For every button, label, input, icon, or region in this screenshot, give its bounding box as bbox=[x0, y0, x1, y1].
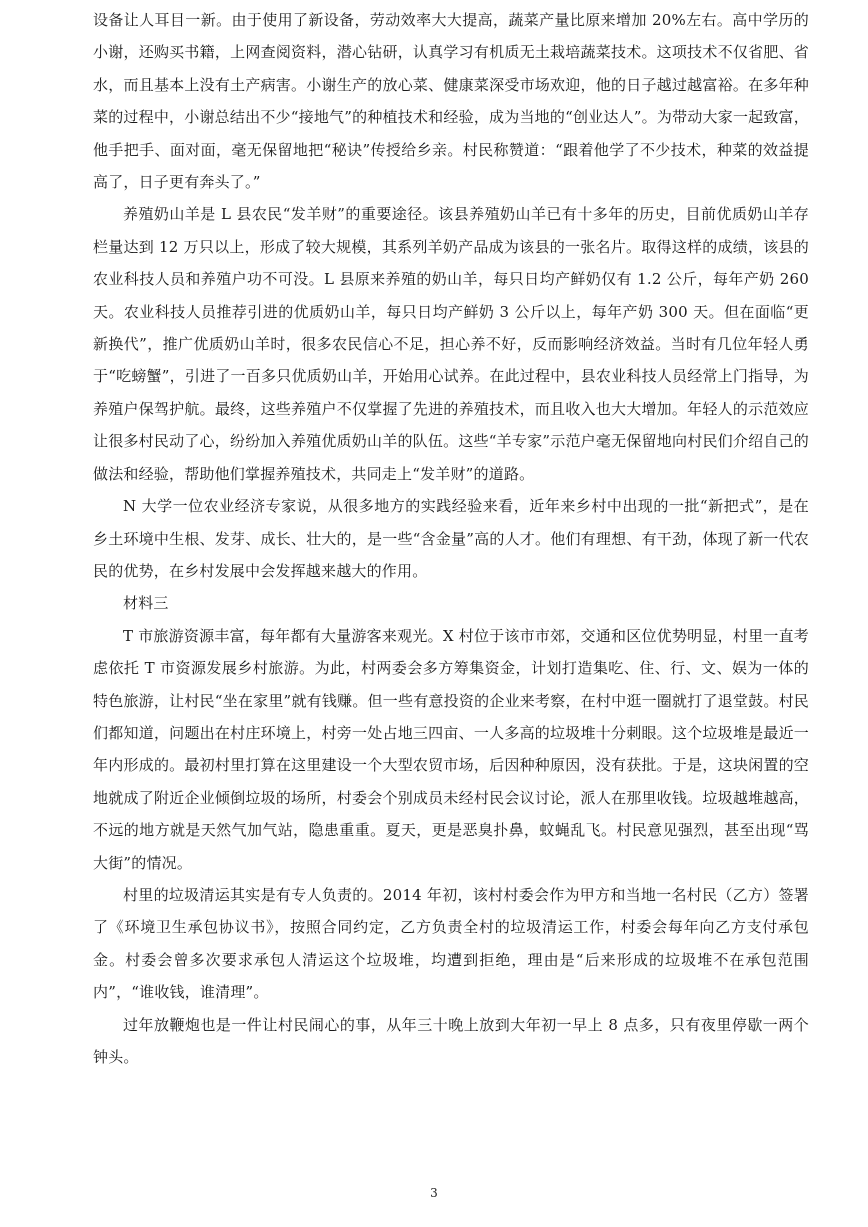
paragraph-expert-comment: N 大学一位农业经济专家说，从很多地方的实践经验来看，近年来乡村中出现的一批“新把式”，是在乡土环境中生根、发芽、成长、壮大的，是一些“含金量”高的人才。他们有理想、有干劲，体现了新一代农民的优势，在乡村发展中会发挥越来越大的作用。 bbox=[93, 497, 809, 580]
paragraph-vegetable-farming: 设备让人耳目一新。由于使用了新设备，劳动效率大大提高，蔬菜产量比原来增加 20%左右。高中学历的小谢，还购买书籍，上网查阅资料，潜心钻研，认真学习有机质无土栽培蔬菜技术。这项技术不仅省肥、省水，而且基本上没有土产病害。小谢生产的放心菜、健康菜深受市场欢迎，他的日子越过越富裕。在多年种菜的过程中，小谢总结出不少“接地气”的种植技术和经验，成为当地的“创业达人”。为带动大家一起致富，他手把手、面对面，毫无保留地把“秘诀”传授给乡亲。村民称赞道：“跟着他学了不少技术，种菜的效益提高了，日子更有奔头了。” bbox=[93, 11, 809, 192]
section-heading-material-three: 材料三 bbox=[123, 594, 169, 613]
document-page bbox=[93, 0, 809, 1073]
paragraph-rural-tourism: T 市旅游资源丰富，每年都有大量游客来观光。X 村位于该市市郊，交通和区位优势明显，村里一直考虑依托 T 市资源发展乡村旅游。为此，村两委会多方筹集资金，计划打造集吃、住、行、文、娱为一体的特色旅游，让村民“坐在家里”就有钱赚。但一些有意投资的企业来考察，在村中逛一圈就打了退堂鼓。村民们都知道，问题出在村庄环境上，村旁一处占地三四亩、一人多高的垃圾堆十分刺眼。这个垃圾堆是最近一年内形成的。最初村里打算在这里建设一个大型农贸市场，后因种种原因，没有获批。于是，这块闲置的空地就成了附近企业倾倒垃圾的场所，村委会个别成员未经村民会议讨论，派人在那里收钱。垃圾越堆越高，不远的地方就是天然气加气站，隐患重重。夏天，更是恶臭扑鼻，蚊蝇乱飞。村民意见强烈，甚至出现“骂大街”的情况。 bbox=[93, 626, 809, 872]
paragraph-dairy-goat: 养殖奶山羊是 L 县农民“发羊财”的重要途径。该县养殖奶山羊已有十多年的历史，目前优质奶山羊存栏量达到 12 万只以上，形成了较大规模，其系列羊奶产品成为该县的一张名片。取得这样的成绩，该县的农业科技人员和养殖户功不可没。L 县原来养殖的奶山羊，每只日均产鲜奶仅有 1.2 公斤，每年产奶 260 天。农业科技人员推荐引进的优质奶山羊，每只日均产鲜奶 3 公斤以上，每年产奶 300 天。但在面临“更新换代”，推广优质奶山羊时，很多农民信心不足，担心养不好，反而影响经济效益。当时有几位年轻人勇于“吃螃蟹”，引进了一百多只优质奶山羊，开始用心试养。在此过程中，县农业科技人员经常上门指导，为养殖户保驾护航。最终，这些养殖户不仅掌握了先进的养殖技术，而且收入也大大增加。年轻人的示范效应让很多村民动了心，纷纷加入养殖优质奶山羊的队伍。这些“羊专家”示范户毫无保留地向村民们介绍自己的做法和经验，帮助他们掌握养殖技术，共同走上“发羊财”的道路。 bbox=[93, 205, 809, 483]
page-number: 3 bbox=[430, 1186, 438, 1200]
paragraph-firecrackers: 过年放鞭炮也是一件让村民闹心的事，从年三十晚上放到大年初一早上 8 点多，只有夜里停歇一两个钟头。 bbox=[93, 1015, 809, 1066]
paragraph-garbage-contract: 村里的垃圾清运其实是有专人负责的。2014 年初，该村村委会作为甲方和当地一名村民（乙方）签署了《环境卫生承包协议书》，按照合同约定，乙方负责全村的垃圾清运工作，村委会每年向乙方支付承包金。村委会曾多次要求承包人清运这个垃圾堆，均遭到拒绝，理由是“后来形成的垃圾堆不在承包范围内”，“谁收钱，谁清理”。 bbox=[93, 885, 809, 1002]
